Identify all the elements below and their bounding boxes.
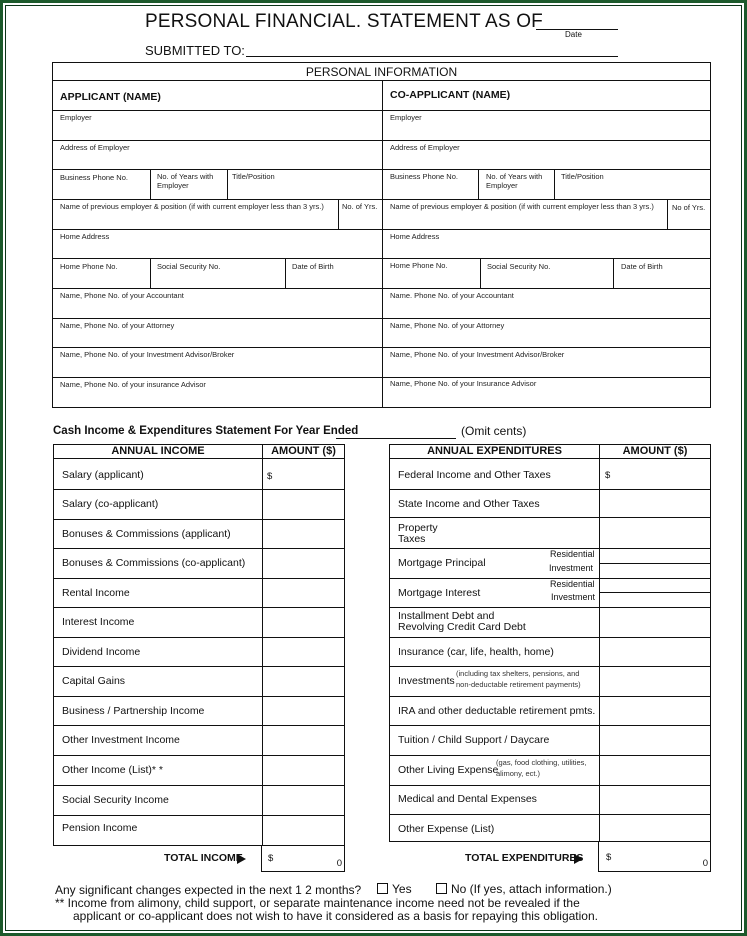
annual-expenditures-table <box>389 444 711 842</box>
row-divider <box>53 140 710 141</box>
mortgage-interest-investment: Investment <box>551 592 596 602</box>
cell-divider <box>554 169 555 199</box>
applicant-previous-employer[interactable]: Name of previous employer & position (if with current employer less than 3 yrs.) <box>60 202 324 211</box>
cell-divider <box>667 199 668 229</box>
cell-divider <box>478 169 479 199</box>
cell-divider <box>285 258 286 288</box>
cash-statement-title: Cash Income & Expenditures Statement For Year Ended <box>53 425 359 437</box>
income-row-label: Other Investment Income <box>62 734 180 746</box>
income-amount-heading: AMOUNT ($) <box>271 445 336 457</box>
cell-divider <box>613 258 614 288</box>
applicant-home-phone[interactable]: Home Phone No. <box>60 262 118 271</box>
row-divider <box>54 696 344 697</box>
income-heading: ANNUAL INCOME <box>111 445 205 457</box>
no-label: No (If yes, attach information.) <box>451 882 612 896</box>
row-divider <box>390 666 710 667</box>
center-divider <box>382 81 383 407</box>
co-applicant-ssn[interactable]: Social Security No. <box>487 262 551 271</box>
applicant-insurance-advisor[interactable]: Name, Phone No. of your insurance Advisor <box>60 380 206 389</box>
applicant-no-of-yrs[interactable]: No. of Yrs. <box>342 202 378 211</box>
date-label: Date <box>565 30 582 39</box>
row-divider <box>54 755 344 756</box>
arrow-right-icon <box>574 854 583 864</box>
income-row-label: Dividend Income <box>62 646 141 658</box>
annual-income-table <box>53 444 345 846</box>
expense-mortgage-principal: Mortgage Principal <box>398 557 486 569</box>
mortgage-principal-residential: Residential <box>550 549 595 559</box>
applicant-business-phone[interactable]: Business Phone No. <box>60 173 128 182</box>
cell-divider <box>480 258 481 288</box>
year-ended-field[interactable] <box>336 438 456 439</box>
co-applicant-previous-employer[interactable]: Name of previous employer & position (if with current employer less than 3 yrs.) <box>390 202 654 211</box>
total-expenditures-field[interactable] <box>598 842 711 872</box>
applicant-heading: APPLICANT (NAME) <box>60 91 161 103</box>
living-note-line2: alimony, ect.) <box>496 769 541 778</box>
row-divider <box>54 815 344 816</box>
personal-info-heading: PERSONAL INFORMATION <box>52 62 711 81</box>
applicant-employer-address[interactable]: Address of Employer <box>60 143 130 152</box>
applicant-employer[interactable]: Employer <box>60 113 92 122</box>
row-divider <box>390 637 710 638</box>
column-divider <box>599 445 600 841</box>
expenditures-dollar-sign: $ <box>605 470 611 481</box>
income-row-label: Salary (applicant) <box>62 469 144 481</box>
row-divider <box>53 318 710 319</box>
expenditures-amount-heading: AMOUNT ($) <box>622 445 688 457</box>
row-divider <box>390 814 710 815</box>
co-applicant-business-phone[interactable]: Business Phone No. <box>390 172 458 181</box>
total-income-field[interactable] <box>261 846 345 872</box>
income-row-label: Social Security Income <box>62 794 169 806</box>
changes-question: Any significant changes expected in the next 1 2 months? <box>55 883 362 897</box>
cell-divider <box>150 258 151 288</box>
expense-ira: IRA and other deductable retirement pmts. <box>398 705 596 717</box>
applicant-years-with-employer[interactable]: No. of Years with Employer <box>157 172 214 190</box>
applicant-accountant[interactable]: Name, Phone No. of your Accountant <box>60 291 184 300</box>
alimony-note: ** Income from alimony, child support, or separate maintenance income need not be revealed if the <box>55 896 580 910</box>
applicant-dob[interactable]: Date of Birth <box>292 262 334 271</box>
income-dollar-sign: $ <box>267 471 273 482</box>
row-divider <box>53 110 710 111</box>
total-expenditures-dollar: $ <box>606 852 612 863</box>
yes-checkbox[interactable] <box>377 883 388 894</box>
row-divider <box>54 578 344 579</box>
expense-mortgage-interest: Mortgage Interest <box>398 587 481 599</box>
row-divider <box>53 377 710 378</box>
co-applicant-investment-advisor[interactable]: Name, Phone No. of your Investment Advisor/Broker <box>390 350 565 359</box>
row-divider <box>53 199 710 200</box>
row-divider <box>53 347 710 348</box>
co-applicant-no-of-yrs[interactable]: No of Yrs. <box>672 203 706 212</box>
row-divider <box>54 489 344 490</box>
income-row-label: Bonuses & Commissions (co-applicant) <box>62 557 246 569</box>
cell-divider <box>150 169 151 199</box>
income-row-label: Bonuses & Commissions (applicant) <box>62 528 231 540</box>
expense-federal-taxes: Federal Income and Other Taxes <box>398 469 551 481</box>
applicant-title-position[interactable]: Title/Position <box>232 172 275 181</box>
row-divider <box>390 489 710 490</box>
applicant-ssn[interactable]: Social Security No. <box>157 262 221 271</box>
row-divider <box>390 607 710 608</box>
arrow-right-icon <box>237 854 246 864</box>
mortgage-interest-residential: Residential <box>550 579 595 589</box>
row-divider <box>599 563 710 564</box>
row-divider <box>599 592 710 593</box>
expense-installment-debt-line2: Revolving Credit Card Debt <box>398 621 526 633</box>
cell-divider <box>227 169 228 199</box>
income-row-label: Interest Income <box>62 616 135 628</box>
row-divider <box>54 607 344 608</box>
row-divider <box>53 258 710 259</box>
yes-label: Yes <box>392 882 412 896</box>
total-income-value: 0 <box>336 858 342 869</box>
expense-investments: Investments <box>398 675 455 687</box>
living-note: (gas, food clothing, utilities, <box>496 758 587 767</box>
omit-cents-note: (Omit cents) <box>461 424 527 438</box>
expenditures-heading: ANNUAL EXPENDITURES <box>427 445 562 457</box>
co-applicant-home-phone[interactable]: Home Phone No. <box>390 261 448 270</box>
submitted-to-field[interactable] <box>246 56 618 57</box>
row-divider <box>54 785 344 786</box>
income-row-label: Rental Income <box>62 587 130 599</box>
row-divider <box>390 725 710 726</box>
expense-insurance: Insurance (car, life, health, home) <box>398 646 554 658</box>
total-income-dollar: $ <box>268 853 274 864</box>
row-divider <box>390 755 710 756</box>
co-applicant-employer-address[interactable]: Address of Employer <box>390 143 460 152</box>
expense-property-taxes: Property <box>398 522 438 534</box>
expense-medical: Medical and Dental Expenses <box>398 793 537 805</box>
expense-other-living: Other Living Expense <box>398 764 499 776</box>
expense-property-taxes-line2: Taxes <box>398 533 426 545</box>
co-applicant-employer[interactable]: Employer <box>390 113 422 122</box>
applicant-home-address[interactable]: Home Address <box>60 232 110 241</box>
personal-info-grid <box>52 81 711 408</box>
mortgage-principal-investment: Investment <box>549 563 594 573</box>
expense-state-taxes: State Income and Other Taxes <box>398 498 540 510</box>
row-divider <box>54 666 344 667</box>
no-checkbox[interactable] <box>436 883 447 894</box>
income-row-label: Salary (co-applicant) <box>62 498 159 510</box>
co-applicant-heading: CO-APPLICANT (NAME) <box>390 89 511 101</box>
alimony-note-line2: applicant or co-applicant does not wish to have it considered as a basis for repaying this obligation. <box>73 909 598 923</box>
form-title: PERSONAL FINANCIAL. STATEMENT AS OF <box>145 11 543 32</box>
co-applicant-accountant[interactable]: Name. Phone No. of your Accountant <box>390 291 514 300</box>
income-row-label: Pension Income <box>62 822 138 834</box>
total-income-label: TOTAL INCOME <box>164 852 243 864</box>
row-divider <box>54 725 344 726</box>
row-divider <box>53 288 710 289</box>
income-row-label: Business / Partnership Income <box>62 705 205 717</box>
co-applicant-dob[interactable]: Date of Birth <box>621 262 663 271</box>
co-applicant-title-position[interactable]: Title/Position <box>561 172 604 181</box>
income-row-label: Other Income (List)* * <box>62 764 163 776</box>
applicant-investment-advisor[interactable]: Name, Phone No. of your Investment Advisor/Broker <box>60 350 235 359</box>
row-divider <box>54 548 344 549</box>
total-expenditures-label: TOTAL EXPENDITURES <box>465 852 584 864</box>
income-row-label: Capital Gains <box>62 675 126 687</box>
applicant-attorney[interactable]: Name, Phone No. of your Attorney <box>60 321 175 330</box>
row-divider <box>390 785 710 786</box>
expense-installment-debt: Installment Debt and <box>398 610 495 622</box>
cell-divider <box>338 199 339 229</box>
header-divider <box>390 458 710 459</box>
expense-other: Other Expense (List) <box>398 823 495 835</box>
row-divider <box>53 169 710 170</box>
submitted-to-label: SUBMITTED TO: <box>145 43 245 58</box>
row-divider <box>54 637 344 638</box>
co-applicant-attorney[interactable]: Name, Phone No. of your Attorney <box>390 321 505 330</box>
row-divider <box>390 517 710 518</box>
row-divider <box>53 229 710 230</box>
co-applicant-insurance-advisor[interactable]: Name, Phone No. of your Insurance Advisor <box>390 379 537 388</box>
row-divider <box>390 696 710 697</box>
investments-note: (including tax shelters, pensions, and <box>456 669 580 678</box>
expense-tuition: Tuition / Child Support / Daycare <box>398 734 550 746</box>
row-divider <box>54 519 344 520</box>
co-applicant-home-address[interactable]: Home Address <box>390 232 440 241</box>
co-applicant-years-with-employer[interactable]: No. of Years with Employer <box>486 172 543 190</box>
header-divider <box>54 458 344 459</box>
investments-note-line2: non-deductable retirement payments) <box>456 680 581 689</box>
total-expenditures-value: 0 <box>702 858 708 869</box>
